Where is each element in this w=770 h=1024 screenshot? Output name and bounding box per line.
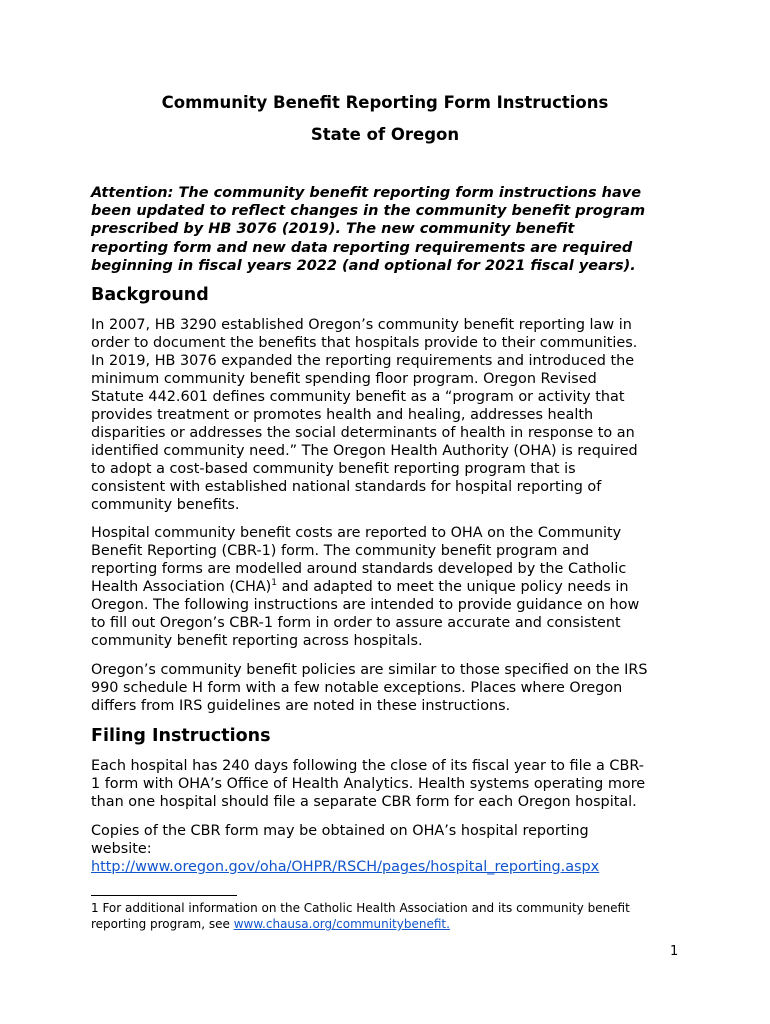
- background-paragraph-3: [91, 661, 691, 715]
- text-line: Hospital community benefit costs are reported to OHA on the Community: [91, 525, 622, 541]
- attention-notice: [91, 184, 691, 275]
- text-line: provides treatment or promotes health and healing, addresses health: [91, 407, 594, 423]
- attention-line: prescribed by HB 3076 (2019). The new community benefit: [91, 221, 575, 238]
- text-line: Benefit Reporting (CBR-1) form. The community benefit program and: [91, 543, 590, 559]
- text-line: minimum community benefit spending floor program. Oregon Revised: [91, 371, 597, 387]
- text-line: differs from IRS guidelines are noted in these instructions.: [91, 698, 511, 714]
- document-title: Community Benefit Reporting Form Instructions: [161, 93, 609, 112]
- text-line: [91, 578, 691, 596]
- text-segment: reporting program, see: [91, 917, 234, 931]
- text-segment: Health Association (CHA): [91, 579, 272, 595]
- text-line: community benefit reporting across hospitals.: [91, 633, 423, 649]
- text-line: to adopt a cost-based community benefit reporting program that is: [91, 461, 576, 477]
- text-line: Oregon’s community benefit policies are similar to those specified on the IRS: [91, 662, 648, 678]
- chausa-link[interactable]: www.chausa.org/communitybenefit.: [233, 917, 450, 931]
- page-number: 1: [670, 944, 679, 959]
- filing-instructions-heading: Filing Instructions: [91, 726, 271, 746]
- attention-line: Attention: The community benefit reporting form instructions have: [91, 185, 642, 201]
- text-segment: and adapted to meet the unique policy needs in: [277, 579, 629, 595]
- text-line: In 2019, HB 3076 expanded the reporting requirements and introduced the: [91, 353, 635, 369]
- background-paragraph-2: [91, 524, 691, 650]
- filing-paragraph-2: [91, 822, 691, 876]
- footnote-line: 1 For additional information on the Catholic Health Association and its community benefit: [91, 901, 630, 915]
- text-line: [91, 858, 691, 876]
- text-line: Copies of the CBR form may be obtained on OHA’s hospital reporting: [91, 823, 589, 839]
- footnote-separator: [91, 895, 237, 896]
- text-line: consistent with established national standards for hospital reporting of: [91, 479, 602, 495]
- filing-paragraph-1: [91, 757, 691, 811]
- text-line: than one hospital should file a separate CBR form for each Oregon hospital.: [91, 794, 637, 810]
- attention-line: beginning in fiscal years 2022 (and optional for 2021 fiscal years).: [91, 257, 636, 274]
- text-line: community benefits.: [91, 497, 240, 513]
- attention-line: been updated to reflect changes in the community benefit program: [91, 203, 646, 220]
- footnote: [91, 900, 691, 932]
- text-line: reporting forms are modelled around standards developed by the Catholic: [91, 561, 627, 577]
- background-heading: Background: [91, 285, 209, 305]
- background-paragraph-1: [91, 316, 691, 514]
- text-line: Each hospital has 240 days following the close of its fiscal year to file a CBR-: [91, 758, 644, 774]
- hospital-reporting-link[interactable]: http://www.oregon.gov/oha/OHPR/RSCH/pages/hospital_reporting.aspx: [91, 859, 600, 875]
- footnote-line: [91, 916, 691, 932]
- text-line: website:: [91, 841, 152, 857]
- text-line: order to document the benefits that hospitals provide to their communities.: [91, 335, 638, 351]
- text-line: In 2007, HB 3290 established Oregon’s community benefit reporting law in: [91, 317, 632, 333]
- text-line: Statute 442.601 defines community benefit as a “program or activity that: [91, 389, 625, 405]
- footnote-reference[interactable]: 1: [271, 578, 278, 589]
- text-line: disparities or addresses the social determinants of health in response to an: [91, 425, 635, 441]
- text-line: 990 schedule H form with a few notable exceptions. Places where Oregon: [91, 680, 623, 696]
- document-subtitle: State of Oregon: [310, 125, 460, 144]
- text-line: Oregon. The following instructions are intended to provide guidance on how: [91, 597, 640, 613]
- text-line: to fill out Oregon’s CBR-1 form in order to assure accurate and consistent: [91, 615, 621, 631]
- text-line: 1 form with OHA’s Office of Health Analytics. Health systems operating more: [91, 776, 646, 792]
- text-line: identified community need.” The Oregon Health Authority (OHA) is required: [91, 443, 638, 459]
- attention-line: reporting form and new data reporting requirements are required: [91, 239, 633, 256]
